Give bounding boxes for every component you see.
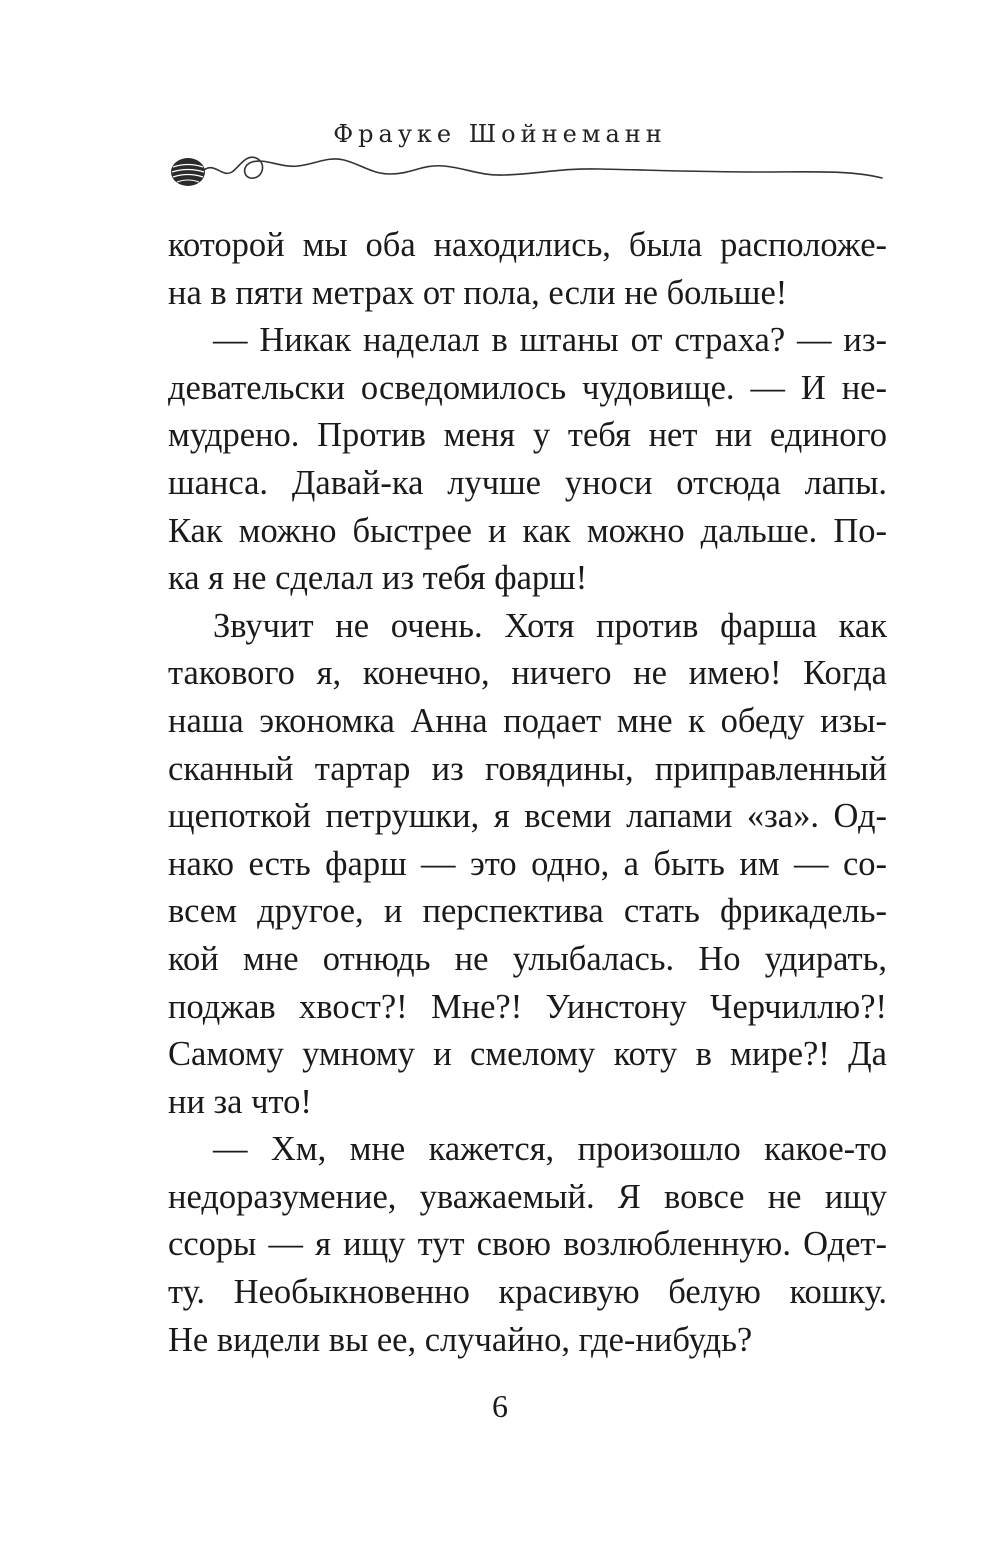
text-line: Звучит не очень. Хотя против фарша как: [213, 606, 887, 645]
text-line: ка я не сделал из тебя фарш!: [168, 559, 588, 598]
text-line: на в пяти метрах от пола, если не больше!: [168, 273, 788, 312]
text-line: которой мы оба находились, была расположе-: [168, 226, 887, 264]
text-line: мудрено. Против меня у тебя нет ни единого: [168, 416, 887, 455]
text-line: такового я, конечно, ничего не имею! Когда: [168, 654, 887, 693]
running-header: Фрауке Шойнеманн: [333, 120, 667, 148]
text-line: сканный тартар из говядины, приправленный: [168, 749, 887, 788]
text-line: ту. Необыкновенно красивую белую кошку.: [168, 1273, 887, 1312]
text-line: ни за что!: [168, 1082, 312, 1121]
text-line: ссоры — я ищу тут свою возлюбленную. Одет-: [168, 1225, 887, 1264]
text-line: поджав хвост?! Мне?! Уинстону Черчиллю?!: [168, 987, 887, 1026]
body-text: [168, 222, 887, 1364]
text-line: недоразумение, уважаемый. Я вовсе не ищу: [168, 1177, 887, 1216]
text-line: Самому умному и смелому коту в мире?! Да: [168, 1035, 887, 1074]
thread-line: [204, 157, 882, 178]
text-line: шанса. Давай-ка лучше уноси отсюда лапы.: [168, 463, 887, 502]
yarn-ball-icon: [171, 158, 205, 186]
text-line: кой мне отнюдь не улыбалась. Но удирать,: [168, 939, 887, 978]
text-line: всем другое, и перспектива стать фрикадель-: [168, 892, 887, 931]
yarn-ball-thread-ornament: [160, 148, 895, 198]
text-line: щепоткой петрушки, я всеми лапами «за». Од-: [168, 797, 887, 836]
page-number: 6: [492, 1388, 508, 1424]
text-line: — Никак наделал в штаны от страха? — из-: [213, 321, 887, 360]
text-line: — Хм, мне кажется, произошло какое-то: [213, 1130, 887, 1169]
text-line: девательски осведомилось чудовище. — И не-: [168, 368, 887, 407]
text-line: Как можно быстрее и как можно дальше. По-: [168, 511, 887, 550]
text-line: нако есть фарш — это одно, а быть им — со-: [168, 844, 887, 883]
text-line: наша экономка Анна подает мне к обеду изы-: [168, 701, 887, 740]
text-line: Не видели вы ее, случайно, где-нибудь?: [168, 1320, 753, 1359]
